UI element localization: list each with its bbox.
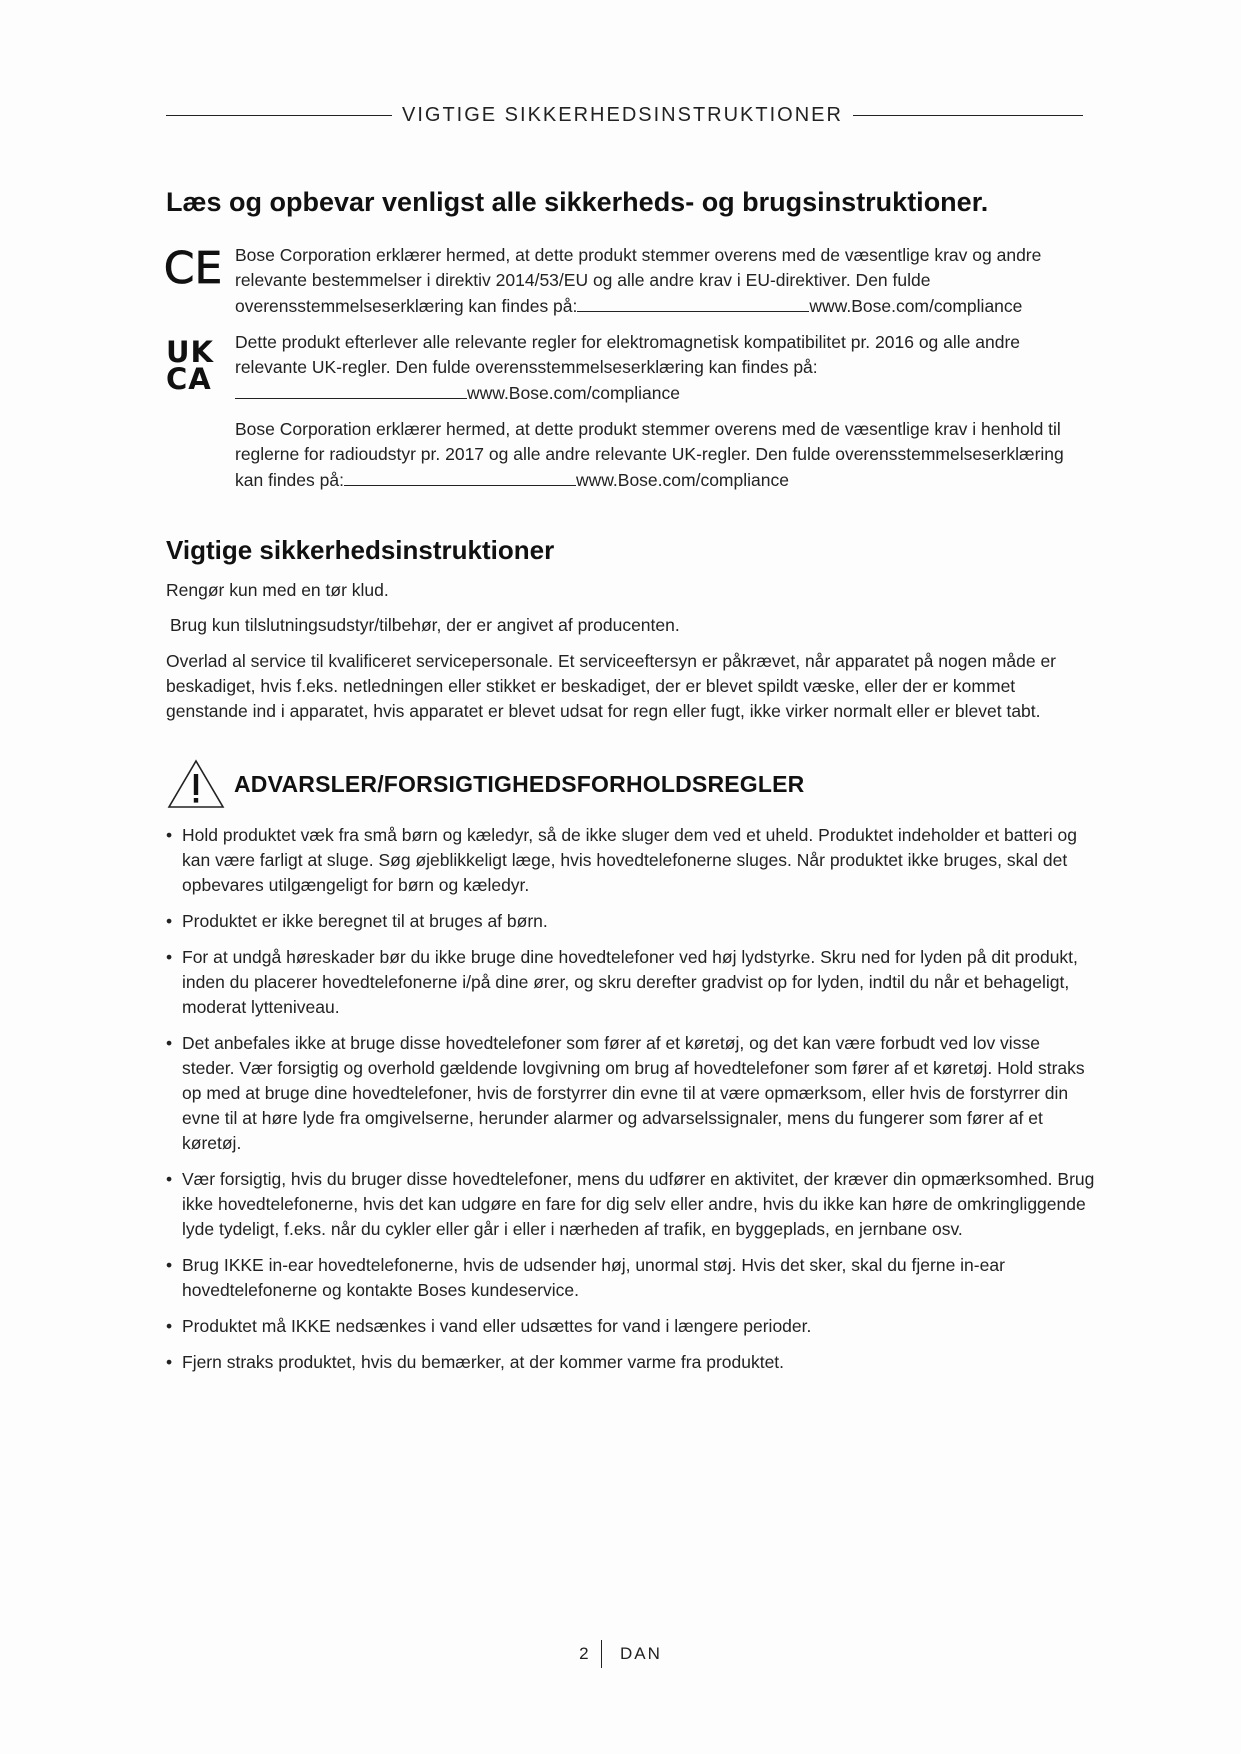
ce-declaration [235, 243, 1095, 319]
list-item-text: Brug IKKE in-ear hovedtelefonerne, hvis de udsender høj, unormal støj. Hvis det sker, skal du fjerne in-ear hovedtelefonerne og kontakte Boses kundeservice. [182, 1255, 1005, 1300]
uk-declaration-text: Dette produkt efterlever alle relevante regler for elektromagnetisk kompatibilitet pr. 2016 og alle andre relevante UK-regler. Den fulde overensstemmelseserklæring kan findes på: [235, 332, 1021, 377]
bullet-icon: • [166, 1255, 173, 1275]
header-rule-left [166, 115, 392, 116]
list-item-text: Det anbefales ikke at bruge disse hovedtelefoner som fører af et køretøj, og det kan være forbudt ved lov visse steder. Vær forsigtig og overhold gældende lovgivning om brug af hovedtelefoner som fører af et køretøj. Hold straks op med at bruge dine hovedtelefoner, hvis de forstyrrer din evne til at være opmærksom, eller hvis de forstyrrer din evne til at høre lyde fra omgivelserne, herunder alarmer og advarselssignaler, mens du fungerer som fører af et køretøj. [182, 1033, 1085, 1153]
warnings-list [166, 823, 1096, 1386]
safety-paragraph-accessories: Brug kun tilslutningsudstyr/tilbehør, der er angivet af producenten. [170, 615, 680, 635]
ce-mark-text: CE [165, 243, 221, 289]
warnings-heading [166, 759, 805, 809]
ukca-mark-line1: UK [166, 335, 215, 369]
list-item-text: For at undgå høreskader bør du ikke bruge dine hovedtelefoner ved høj lydstyrke. Skru ned for lyden på dit produkt, inden du placerer hovedtelefonerne i/på dine ører, og skru derefter gradvist op for lyden, indtil du når et behageligt, moderat lytteniveau. [182, 947, 1078, 1017]
page-footer [0, 1640, 1241, 1668]
ce-declaration-text: Bose Corporation erklærer hermed, at dette produkt stemmer overens med de væsentlige krav og andre relevante bestemmelser i direktiv 2014/53/EU og alle andre krav i EU-direktiver. Den fulde overensstemmelseserklæring kan findes på: [235, 245, 1042, 316]
page-number: 2 [579, 1644, 589, 1663]
uk-declaration [235, 330, 1095, 406]
header-title: VIGTIGE SIKKERHEDSINSTRUKTIONER [402, 103, 843, 126]
list-item [166, 945, 1096, 1020]
ce-mark-icon [165, 243, 221, 289]
list-item-text: Produktet er ikke beregnet til at bruges af børn. [182, 911, 548, 931]
bullet-icon: • [166, 1352, 173, 1372]
radio-declaration-blank [344, 467, 576, 486]
uk-declaration-url: www.Bose.com/compliance [467, 383, 680, 403]
radio-declaration-url: www.Bose.com/compliance [575, 470, 789, 490]
bullet-icon: • [166, 825, 173, 845]
warning-triangle-icon [166, 758, 226, 810]
bullet-icon: • [166, 947, 173, 967]
ukca-mark-icon [166, 335, 216, 396]
safety-paragraph-service: Overlad al service til kvalificeret servicepersonale. Et serviceeftersyn er påkrævet, når apparatet på nogen måde er beskadiget, hvis f.eks. netledningen eller stikket er beskadiget, der er blevet spildt væske, eller der er kommet genstande ind i apparatet, hvis apparatet er blevet udsat for regn eller fugt, ikke virker normalt eller er blevet tabt. [166, 651, 1057, 721]
bullet-icon: • [166, 1033, 173, 1053]
language-code: DAN [620, 1644, 662, 1663]
list-item [166, 1253, 1096, 1303]
safety-section-title: Vigtige sikkerhedsinstruktioner [166, 535, 555, 565]
bullet-icon: • [166, 911, 173, 931]
list-item [166, 823, 1096, 898]
bullet-icon: • [166, 1316, 173, 1336]
list-item-text: Fjern straks produktet, hvis du bemærker, at der kommer varme fra produktet. [182, 1352, 785, 1372]
warnings-title: ADVARSLER/FORSIGTIGHEDSFORHOLDSREGLER [234, 770, 805, 797]
ce-declaration-url: www.Bose.com/compliance [809, 296, 1023, 316]
list-item [166, 909, 1096, 934]
list-item-text: Hold produktet væk fra små børn og kæledyr, så de ikke sluger dem ved et uheld. Produktet indeholder et batteri og kan være farligt at sluge. Søg øjeblikkeligt læge, hvis hovedtelefonerne sluges. Når produktet ikke bruges, skal det opbevares utilgængeligt for børn og kæledyr. [182, 825, 1077, 895]
list-item [166, 1031, 1096, 1156]
list-item [166, 1350, 1096, 1375]
list-item [166, 1167, 1096, 1242]
bullet-icon: • [166, 1169, 173, 1189]
header-rule-right [853, 115, 1083, 116]
page-header [166, 103, 1083, 127]
safety-paragraph-cleaning: Rengør kun med en tør klud. [166, 580, 389, 600]
list-item-text: Vær forsigtig, hvis du bruger disse hovedtelefoner, mens du udfører en aktivitet, der kræver din opmærksomhed. Brug ikke hovedtelefonerne, hvis det kan udgøre en fare for dig selv eller andre, hvis du ikke kan høre de omkringliggende lyde tydeligt, f.eks. når du cykler eller går i eller i nærheden af trafik, en byggeplads, en jernbane osv. [182, 1169, 1095, 1239]
ce-declaration-blank [577, 293, 809, 312]
ukca-mark-line2: CA [166, 362, 212, 396]
main-title: Læs og opbevar venligst alle sikkerheds- og brugsinstruktioner. [166, 187, 989, 217]
uk-declaration-blank [235, 380, 467, 399]
list-item-text: Produktet må IKKE nedsænkes i vand eller udsættes for vand i længere perioder. [182, 1316, 812, 1336]
list-item [166, 1314, 1096, 1339]
radio-declaration [235, 417, 1095, 493]
footer-divider [601, 1640, 603, 1668]
radio-declaration-text: Bose Corporation erklærer hermed, at dette produkt stemmer overens med de væsentlige krav i henhold til reglerne for radioudstyr pr. 2017 og alle andre relevante UK-regler. Den fulde overensstemmelseserklæring kan findes på: [235, 419, 1064, 490]
